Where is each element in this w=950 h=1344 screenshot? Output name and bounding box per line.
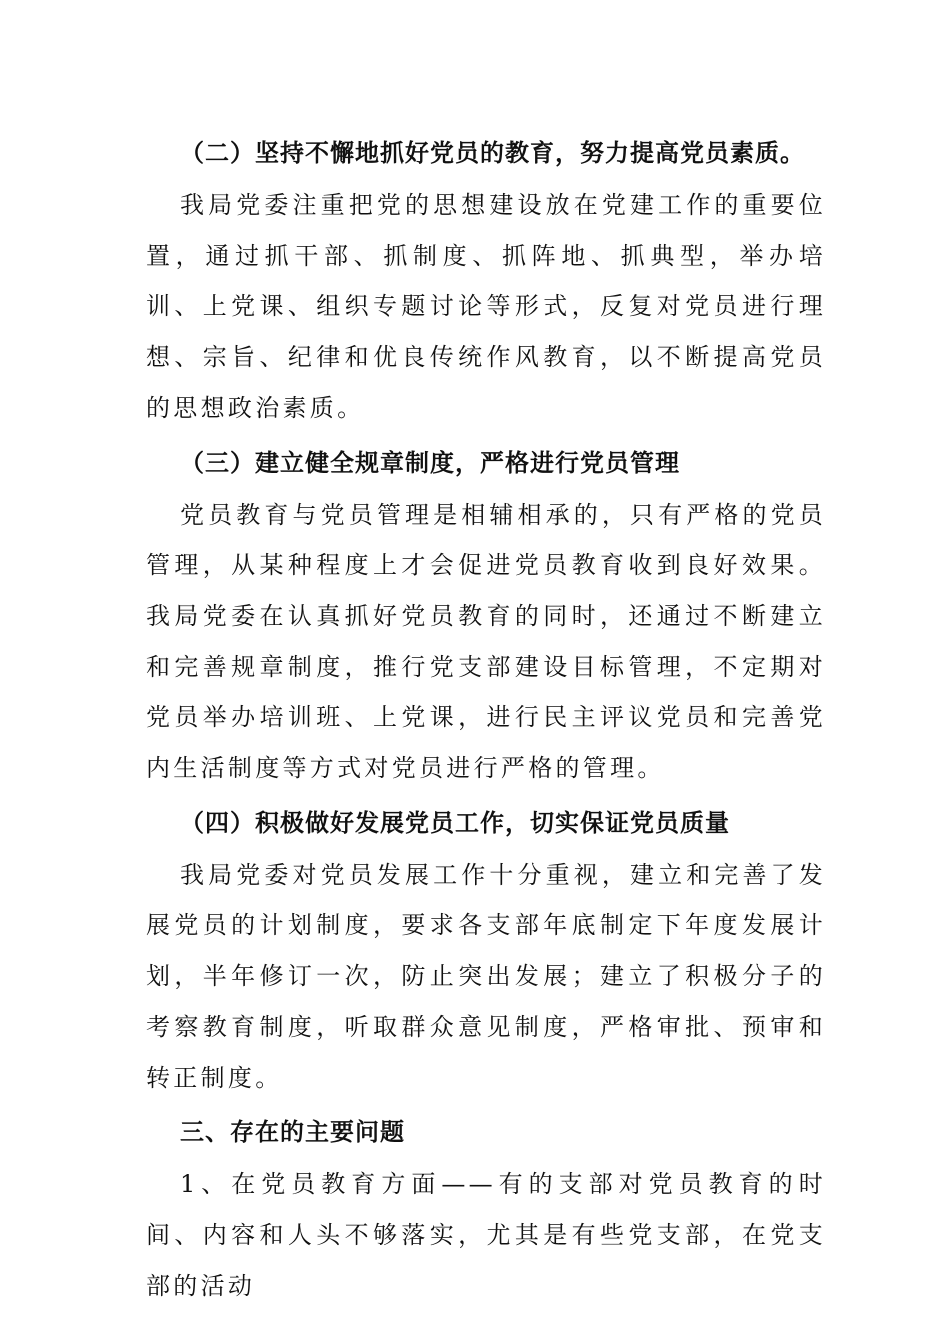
paragraph-education: 我局党委注重把党的思想建设放在党建工作的重要位置，通过抓干部、抓制度、抓阵地、抓典型，举办培训、上党课、组织专题讨论等形式，反复对党员进行理想、宗旨、纪律和优良传统作风教育，以不断提高党员的思想政治素质。 [146,191,826,422]
document-body [146,126,826,1313]
section-heading-problems: 三、存在的主要问题 [180,1117,405,1147]
section-heading-3: （三）建立健全规章制度，严格进行党员管理 [180,447,680,477]
section-heading-4: （四）积极做好发展党员工作，切实保证党员质量 [180,807,730,837]
paragraph-problem-1: 1、在党员教育方面——有的支部对党员教育的时间、内容和人头不够落实，尤其是有些党支部，在党支部的活动 [146,1170,826,1300]
section-heading-2: （二）坚持不懈地抓好党员的教育，努力提高党员素质。 [180,138,805,167]
paragraph-development: 我局党委对党员发展工作十分重视，建立和完善了发展党员的计划制度，要求各支部年底制定下年度发展计划，半年修订一次，防止突出发展；建立了积极分子的考察教育制度，听取群众意见制度，严格审批、预审和转正制度。 [146,860,826,1092]
paragraph-management: 党员教育与党员管理是相辅相承的，只有严格的党员管理，从某种程度上才会促进党员教育收到良好效果。我局党委在认真抓好党员教育的同时，还通过不断建立和完善规章制度，推行党支部建设目标管理，不定期对党员举办培训班、上党课，进行民主评议党员和完善党内生活制度等方式对党员进行严格的管理。 [146,500,826,783]
